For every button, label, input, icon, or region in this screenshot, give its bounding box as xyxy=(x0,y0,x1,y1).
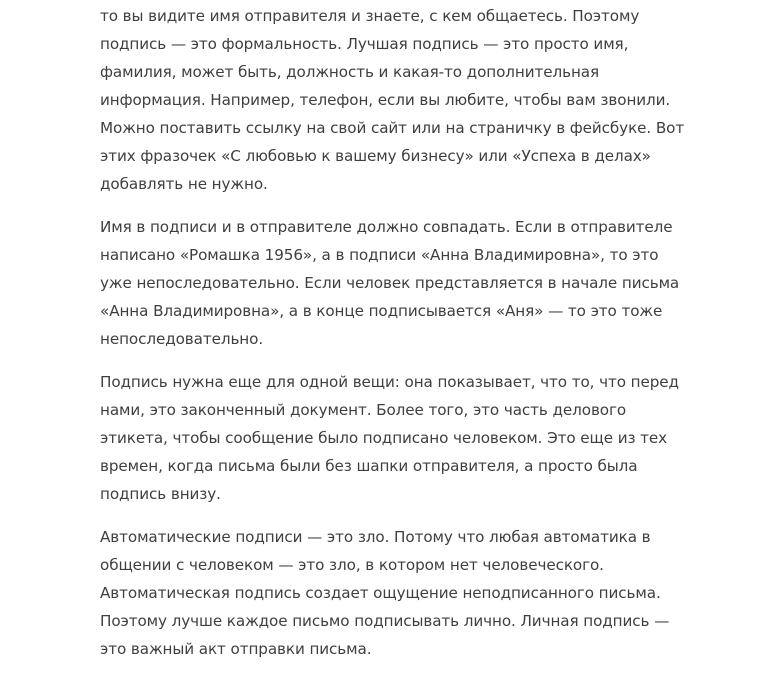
text-line: Подпись нужна еще для одной вещи: она показывает, что то, что перед xyxy=(100,373,679,391)
text-line: добавлять не нужно. xyxy=(100,175,268,193)
text-line: Можно поставить ссылку на свой сайт или на страничку в фейсбуке. Вот xyxy=(100,119,685,137)
text-line: общении с человеком — это зло, в котором нет человеческого. xyxy=(100,556,604,574)
text-line: «Анна Владимировна», а в конце подписывается «Аня» — то это тоже xyxy=(100,302,663,320)
article-body xyxy=(100,2,685,678)
text-line: Автоматическая подпись создает ощущение неподписанного письма. xyxy=(100,584,661,602)
text-line: то вы видите имя отправителя и знаете, с кем общаетесь. Поэтому xyxy=(100,7,640,25)
paragraph-finished-document xyxy=(100,368,679,508)
text-line: фамилия, может быть, должность и какая-то дополнительная xyxy=(100,63,600,81)
text-line: подпись внизу. xyxy=(100,485,221,503)
text-line: информация. Например, телефон, если вы любите, чтобы вам звонили. xyxy=(100,91,671,109)
text-line: времен, когда письма были без шапки отправителя, а просто была xyxy=(100,457,638,475)
text-line: Поэтому лучше каждое письмо подписывать лично. Личная подпись — xyxy=(100,612,670,630)
paragraph-signature-formality xyxy=(100,2,685,198)
text-line: этих фразочек «С любовью к вашему бизнесу» или «Успеха в делах» xyxy=(100,147,651,165)
text-line: это важный акт отправки письма. xyxy=(100,640,372,658)
text-line: уже непоследовательно. Если человек представляется в начале письма xyxy=(100,274,680,292)
paragraph-name-consistency xyxy=(100,213,680,353)
text-line: непоследовательно. xyxy=(100,330,264,348)
text-line: этикета, чтобы сообщение было подписано человеком. Это еще из тех xyxy=(100,429,668,447)
text-line: написано «Ромашка 1956», а в подписи «Анна Владимировна», то это xyxy=(100,246,659,264)
text-line: Автоматические подписи — это зло. Потому что любая автоматика в xyxy=(100,528,651,546)
text-line: Имя в подписи и в отправителе должно совпадать. Если в отправителе xyxy=(100,218,673,236)
paragraph-automatic-signatures xyxy=(100,523,670,663)
text-line: нами, это законченный документ. Более того, это часть делового xyxy=(100,401,627,419)
text-line: подпись — это формальность. Лучшая подпись — это просто имя, xyxy=(100,35,629,53)
